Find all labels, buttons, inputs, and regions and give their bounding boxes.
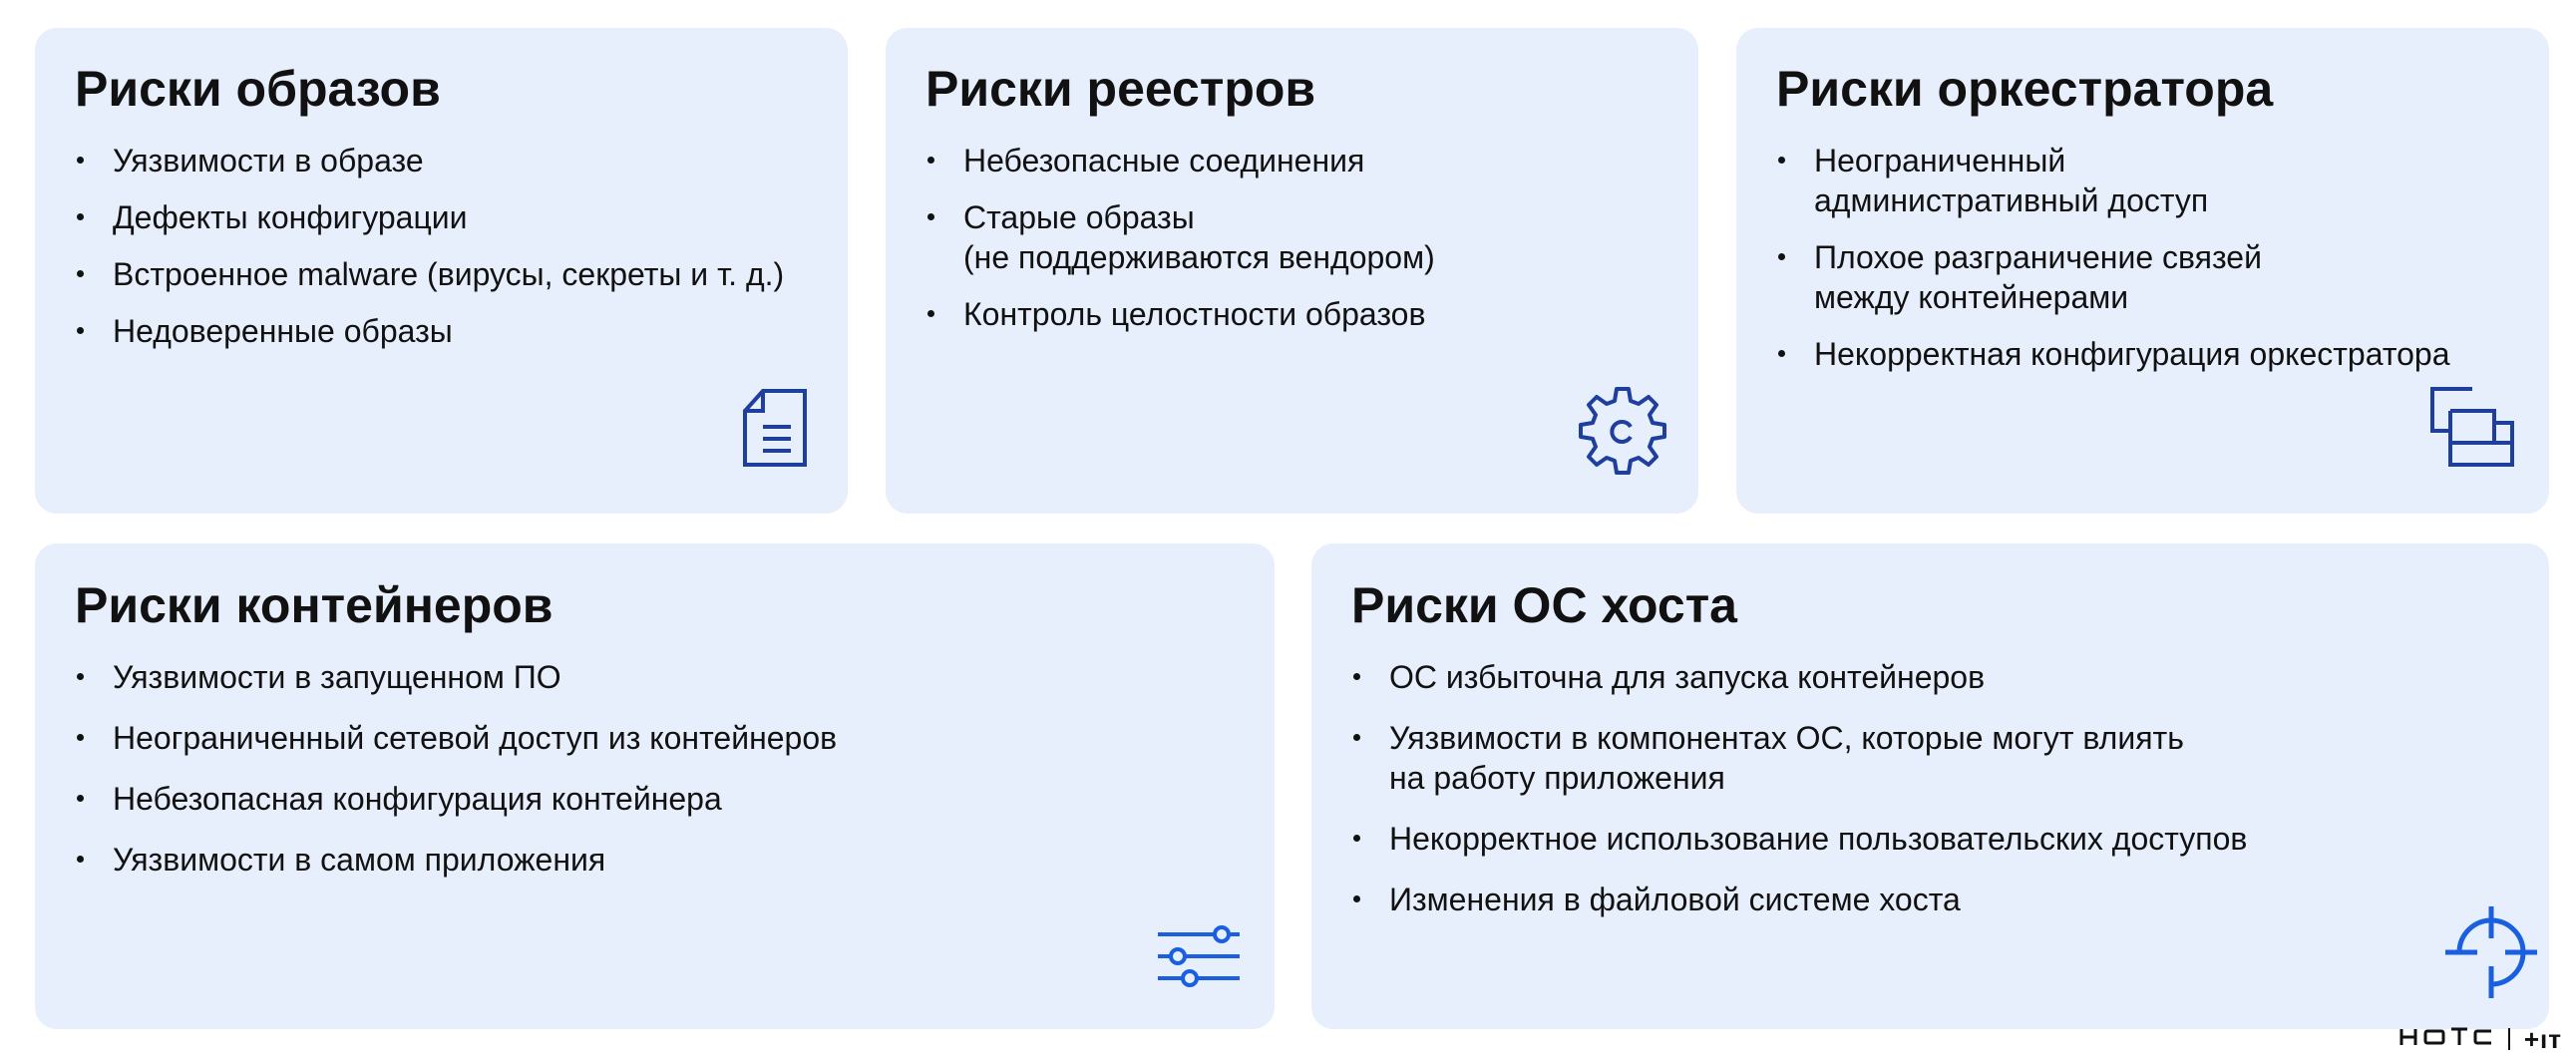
- sliders-icon: [1156, 924, 1242, 988]
- card-image-risks: [35, 28, 848, 514]
- risk-list: [925, 141, 1435, 351]
- list-item: Неограниченный административный доступ: [1776, 141, 2450, 220]
- card-title: Риски ОС хоста: [1351, 577, 1737, 633]
- list-item: Некорректная конфигурация оркестратора: [1776, 334, 2450, 374]
- footer-divider: [2508, 1028, 2510, 1050]
- risk-list: [75, 657, 837, 900]
- card-title: Риски оркестратора: [1776, 61, 2274, 117]
- list-item: Изменения в файловой системе хоста: [1351, 880, 2247, 919]
- card-title: Риски реестров: [925, 61, 1316, 117]
- document-icon: [739, 387, 811, 469]
- list-item: Контроль целостности образов: [925, 294, 1435, 334]
- list-item: Встроенное malware (вирусы, секреты и т. д.): [75, 254, 784, 294]
- list-item: Небезопасная конфигурация контейнера: [75, 779, 837, 819]
- list-item: Плохое разграничение связей между контейнерами: [1776, 237, 2450, 317]
- hoto-icon: [2398, 1026, 2494, 1053]
- list-item: Уязвимости в запущенном ПО: [75, 657, 837, 697]
- card-container-risks: [35, 543, 1275, 1029]
- list-item: Недоверенные образы: [75, 311, 784, 351]
- list-item: Старые образы (не поддерживаются вендором): [925, 197, 1435, 277]
- list-item: Уязвимости в компонентах ОС, которые могут влиять на работу приложения: [1351, 718, 2247, 798]
- card-title: Риски образов: [75, 61, 441, 117]
- risk-list: [1351, 657, 2247, 940]
- card-title: Риски контейнеров: [75, 577, 553, 633]
- list-item: Дефекты конфигурации: [75, 197, 784, 237]
- risk-list: [1776, 141, 2450, 391]
- brand-logo: +ıт: [2523, 1023, 2562, 1054]
- list-item: Неограниченный сетевой доступ из контейнеров: [75, 718, 837, 758]
- card-host-os-risks: [1311, 543, 2549, 1029]
- list-item: Уязвимости в самом приложения: [75, 840, 837, 880]
- list-item: ОС избыточна для запуска контейнеров: [1351, 657, 2247, 697]
- gear-icon: [1575, 383, 1670, 479]
- risk-list: [75, 141, 784, 368]
- card-orchestrator-risks: [1736, 28, 2549, 514]
- footer-brand: [2398, 1019, 2562, 1059]
- card-registry-risks: [886, 28, 1698, 514]
- containers-icon: [2428, 385, 2516, 469]
- target-icon: [2443, 904, 2539, 1000]
- list-item: Небезопасные соединения: [925, 141, 1435, 180]
- list-item: Уязвимости в образе: [75, 141, 784, 180]
- list-item: Некорректное использование пользовательских доступов: [1351, 819, 2247, 859]
